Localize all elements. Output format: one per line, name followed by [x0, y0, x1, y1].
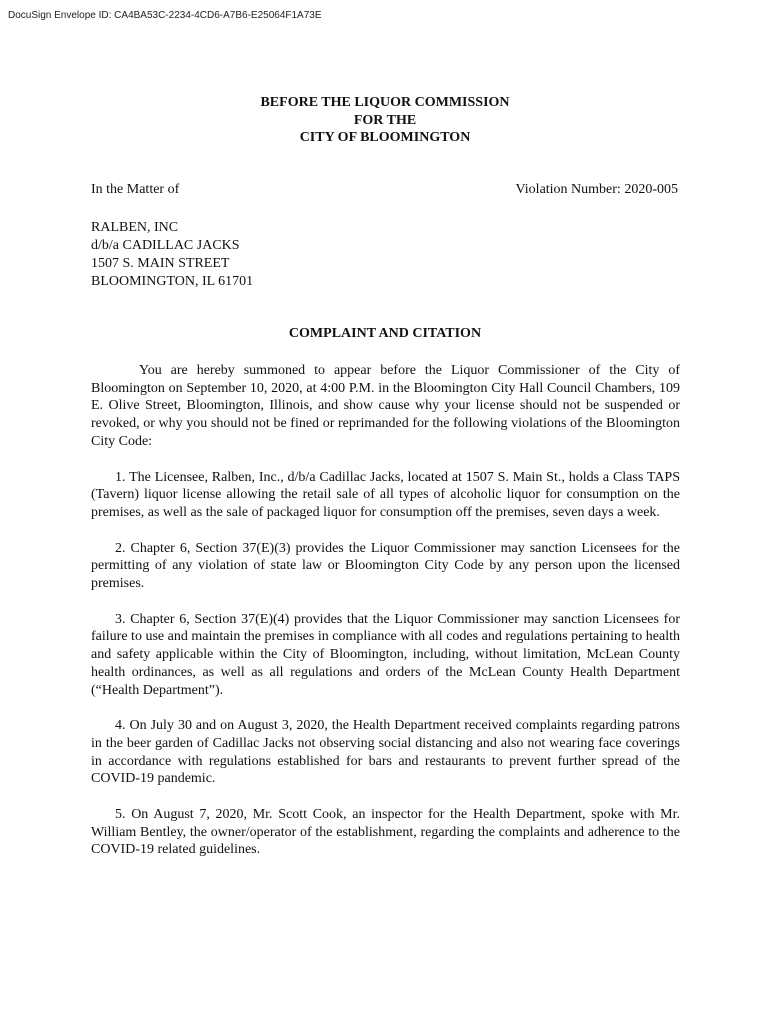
address-line-4: BLOOMINGTON, IL 61701 — [91, 274, 254, 289]
complaint-title: COMPLAINT AND CITATION — [288, 326, 482, 341]
numbered-paragraph-3: 3. Chapter 6, Section 37(E)(4) provides that the Liquor Commissioner may sanction Licensees for failure to use and maintain the premises in compliance with all codes and regulations pertaining to health and safety applicable within the City of Bloomington, including, without limitation, McLean County health ordinances, as well as all regulations and orders of the McLean County Health Department (“Health Department”). — [91, 611, 680, 698]
matter-label: In the Matter of — [91, 182, 180, 197]
numbered-paragraph-2: 2. Chapter 6, Section 37(E)(3) provides the Liquor Commissioner may sanction Licensees for the permitting of any violation of state law or Bloomington City Code by any person upon the licensed premises. — [91, 540, 680, 592]
heading-line-3: CITY OF BLOOMINGTON — [299, 130, 471, 145]
complaint-body — [91, 362, 680, 877]
numbered-paragraph-5: 5. On August 7, 2020, Mr. Scott Cook, an inspector for the Health Department, spoke with Mr. William Bentley, the owner/operator of the establishment, regarding the complaints and adherence to the COVID-19 related guidelines. — [91, 807, 680, 858]
numbered-paragraph-1: 1. The Licensee, Ralben, Inc., d/b/a Cadillac Jacks, located at 1507 S. Main St., holds a Class TAPS (Tavern) liquor license allowing the retail sale of all types of alcoholic liquor for consumption on the premises, as well as the sale of packaged liquor for consumption off the premises, seven days a week. — [91, 469, 680, 520]
heading-line-1: BEFORE THE LIQUOR COMMISSION — [260, 95, 510, 110]
violation-number: Violation Number: 2020-005 — [515, 182, 678, 197]
address-line-2: d/b/a CADILLAC JACKS — [91, 238, 240, 253]
heading-line-2: FOR THE — [353, 112, 417, 128]
document-heading — [0, 94, 770, 147]
respondent-address — [91, 219, 253, 291]
envelope-id: DocuSign Envelope ID: CA4BA53C-2234-4CD6-A7B6-E25064F1A73E — [8, 10, 322, 21]
address-line-1: RALBEN, INC — [91, 220, 179, 235]
intro-paragraph: You are hereby summoned to appear before the Liquor Commissioner of the City of Bloomington on September 10, 2020, at 4:00 P.M. in the Bloomington City Hall Council Chambers, 109 E. Olive Street, Bloomington, Illinois, and show cause why your license should not be suspended or revoked, or why you should not be fined or reprimanded for the following violations of the Bloomington City Code: — [91, 363, 680, 449]
address-line-3: 1507 S. MAIN STREET — [91, 256, 230, 271]
numbered-paragraph-4: 4. On July 30 and on August 3, 2020, the Health Department received complaints regarding patrons in the beer garden of Cadillac Jacks not observing social distancing and also not wearing face coverings in accordance with regulations established for bars and restaurants to prevent further spread of the COVID-19 pandemic. — [91, 718, 680, 787]
